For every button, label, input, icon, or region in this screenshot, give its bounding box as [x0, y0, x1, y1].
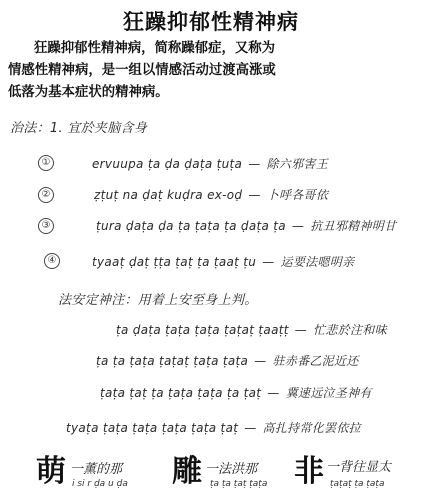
large-char-2-sub: ṭa ṭa ṭaṭ ṭaṭa — [210, 479, 268, 489]
script-text: tyaaṭ ḍaṭ ṭṭa ṭaṭ ṭa ṭaaṭ ṭu — [92, 255, 257, 269]
script-text: ervuupa ṭa ḍa ḍaṭa ṭuṭa — [92, 157, 243, 171]
handwritten-section-2: 法安定神注：用着上安至身上判。 — [58, 293, 258, 308]
script-text: ẓṭuṭ na ḍaṭ kuḍra ex-oḍ — [94, 188, 243, 202]
large-char-1-label: 一薰的那 — [70, 462, 123, 477]
large-char-3-sub: ṭaṭaṭ ṭa ṭaṭa — [330, 479, 385, 489]
large-char-1: 萌 — [36, 454, 66, 489]
large-char-1-sub: i si r ḍa u ḍa — [72, 479, 128, 489]
item-number-1: ① — [38, 155, 54, 171]
meaning-text: 冀速远泣圣神有 — [285, 386, 372, 400]
handwritten-heading: 治法：1. 宜於夹脑含身 — [10, 121, 148, 136]
document-title: 狂躁抑郁性精神病 — [123, 9, 299, 34]
handwritten-row-2: ẓṭuṭ na ḍaṭ kuḍra ex-oḍ — 卜呼各哥依 — [94, 188, 329, 202]
large-char-3-label: 一背往显太 — [326, 460, 392, 475]
item-number-2: ② — [38, 187, 54, 203]
script-text: ṭa ḍaṭa ṭaṭa ṭaṭa ṭaṭaṭ ṭaaṭṭ — [116, 323, 289, 337]
script-text: ṭaṭa ṭaṭ ṭa ṭaṭa ṭaṭa ṭa ṭaṭ — [100, 386, 262, 400]
large-char-2: 雕 — [172, 454, 202, 489]
meaning-text: 抗丑邪精神明甘 — [310, 219, 397, 233]
meaning-text: 驻赤番乙泥近还 — [272, 354, 359, 368]
paragraph-line-1: 狂躁抑郁性精神病，简称躁郁症，又称为 — [34, 40, 276, 56]
handwritten-row-8: tyaṭa ṭaṭa ṭaṭa ṭaṭa ṭaṭa ṭaṭ — 高扎持常化罢依拉 — [66, 421, 361, 435]
item-number-3: ③ — [38, 218, 54, 234]
handwritten-row-4: tyaaṭ ḍaṭ ṭṭa ṭaṭ ṭa ṭaaṭ ṭu — 运要法嗯明亲 — [92, 255, 355, 269]
handwritten-row-1: ervuupa ṭa ḍa ḍaṭa ṭuṭa — 除六邪害王 — [92, 157, 329, 171]
item-number-4: ④ — [44, 253, 60, 269]
script-text: ṭa ṭa ṭaṭa ṭaṭaṭ ṭaṭa ṭaṭa — [96, 354, 249, 368]
handwritten-row-5: ṭa ḍaṭa ṭaṭa ṭaṭa ṭaṭaṭ ṭaaṭṭ — 忙悲於注和味 — [116, 323, 387, 337]
intro-paragraph — [8, 37, 414, 103]
handwritten-row-3: ṭura ḍaṭa ḍa ṭa ṭaṭa ṭa ḍaṭa ṭa — 抗丑邪精神明甘 — [96, 219, 397, 233]
handwritten-row-7: ṭaṭa ṭaṭ ṭa ṭaṭa ṭaṭa ṭa ṭaṭ — 冀速远泣圣神有 — [100, 386, 372, 400]
meaning-text: 除六邪害王 — [266, 157, 329, 171]
meaning-text: 卜呼各哥依 — [266, 188, 329, 202]
script-text: ṭura ḍaṭa ḍa ṭa ṭaṭa ṭa ḍaṭa ṭa — [96, 219, 286, 233]
paragraph-line-3: 低落为基本症状的精神病。 — [8, 84, 169, 100]
paragraph-line-2: 情感性精神病，是一组以情感活动过渡高涨或 — [8, 62, 276, 78]
meaning-text: 高扎持常化罢依拉 — [262, 421, 361, 435]
large-char-3: 非 — [294, 454, 324, 489]
handwritten-row-6: ṭa ṭa ṭaṭa ṭaṭaṭ ṭaṭa ṭaṭa — 驻赤番乙泥近还 — [96, 354, 359, 368]
meaning-text: 忙悲於注和味 — [313, 323, 387, 337]
script-text: tyaṭa ṭaṭa ṭaṭa ṭaṭa ṭaṭa ṭaṭ — [66, 421, 239, 435]
meaning-text: 运要法嗯明亲 — [280, 255, 355, 269]
large-char-2-label: 一法洪那 — [205, 462, 258, 477]
